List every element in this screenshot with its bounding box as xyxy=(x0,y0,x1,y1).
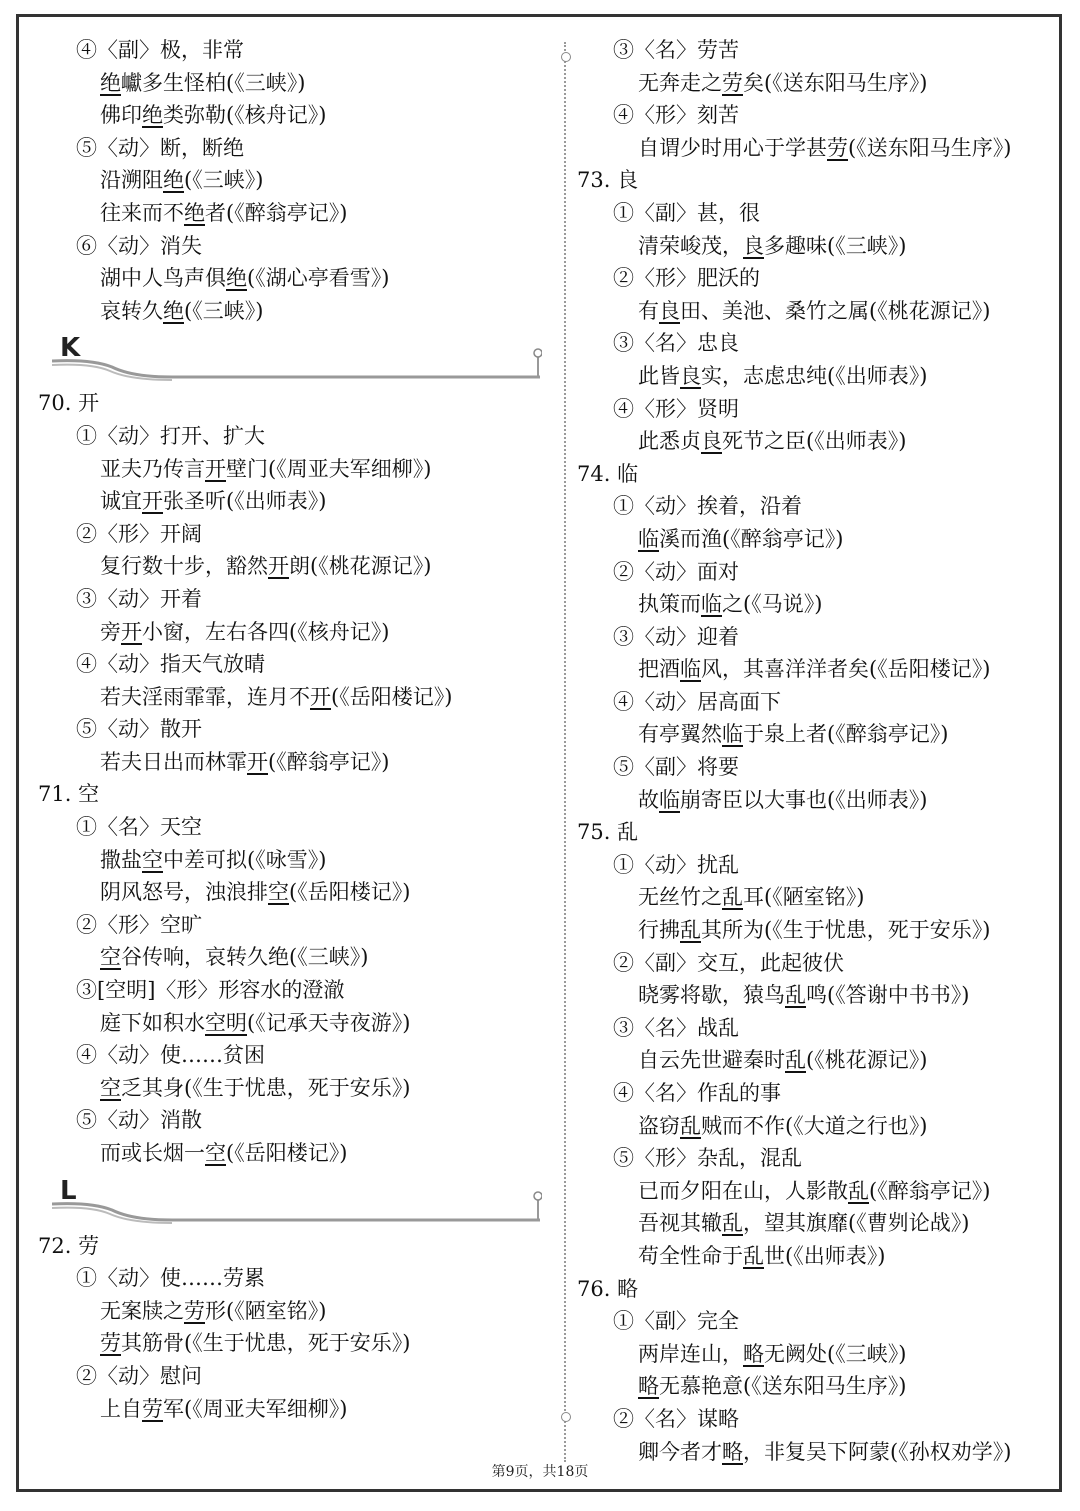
example-text-before: 吾视其辙 xyxy=(638,1211,722,1236)
example-keyword: 乱 xyxy=(848,1178,869,1203)
example-keyword: 良 xyxy=(701,429,722,454)
example-text-after: 其所为(《生于忧患，死于安乐》) xyxy=(701,918,991,943)
example-sentence xyxy=(38,295,538,328)
headword-title: 72. 劳 xyxy=(38,1233,100,1258)
example-text-after: 实，志虑忠纯(《出师表》) xyxy=(701,363,928,388)
example-keyword: 劳 xyxy=(184,1298,205,1323)
example-sentence xyxy=(563,1240,1058,1273)
example-sentence xyxy=(563,67,1058,100)
example-text-before: 已而夕阳在山，人影散 xyxy=(638,1178,848,1203)
example-keyword: 空 xyxy=(268,880,289,905)
example-text-after: 于泉上者(《醉翁亭记》) xyxy=(743,722,949,747)
example-text-before: 无案牍之 xyxy=(100,1298,184,1323)
example-sentence xyxy=(563,718,1058,751)
example-keyword: 临 xyxy=(638,526,659,551)
sense-definition: ③〈名〉战乱 xyxy=(613,1015,739,1040)
section-letter-l: L xyxy=(60,1175,77,1206)
example-sentence xyxy=(38,1295,538,1328)
example-text-after: 崩寄臣以大事也(《出师表》) xyxy=(680,787,928,812)
sense-definition: ①〈副〉甚，很 xyxy=(613,200,760,225)
section-banner-k xyxy=(38,333,538,381)
example-text-before: 阴风怒号，浊浪排 xyxy=(100,880,268,905)
example-sentence xyxy=(563,360,1058,393)
example-keyword: 开 xyxy=(310,684,331,709)
example-text-after: 溪而渔(《醉翁亭记》) xyxy=(659,526,844,551)
sense-definition: ②〈副〉交互，此起彼伏 xyxy=(613,950,844,975)
example-text-before: 此悉贞 xyxy=(638,429,701,454)
example-keyword: 乱 xyxy=(785,983,806,1008)
example-text-before: 卿今者才 xyxy=(638,1439,722,1464)
example-text-after: 无阙处(《三峡》) xyxy=(764,1341,907,1366)
left-column xyxy=(38,34,538,1425)
sense-definition: ④〈形〉刻苦 xyxy=(613,103,739,128)
page-footer: 第9页，共18页 xyxy=(491,1464,589,1480)
sense-definition: ⑤〈形〉杂乱，混乱 xyxy=(613,1146,802,1171)
example-text-after: (《岳阳楼记》) xyxy=(226,1141,348,1165)
sense-definition: ⑤〈副〉将要 xyxy=(613,755,739,780)
example-keyword: 略 xyxy=(722,1439,743,1464)
section-letter-k: K xyxy=(60,333,81,364)
example-text-before: 旁 xyxy=(100,619,121,644)
sense-definition: ②〈动〉慰问 xyxy=(76,1363,202,1388)
example-sentence xyxy=(38,67,538,100)
sense-definition: ②〈形〉开阔 xyxy=(76,521,202,546)
example-text-after: 田、美池、桑竹之属(《桃花源记》) xyxy=(680,298,991,323)
example-keyword: 绝 xyxy=(100,70,121,95)
example-text-after: (《醉翁亭记》) xyxy=(268,749,390,774)
example-text-after: 中差可拟(《咏雪》) xyxy=(163,847,327,872)
sense-definition: ②〈名〉谋略 xyxy=(613,1406,739,1431)
sense-definition: ③[空明]〈形〉形容水的澄澈 xyxy=(76,978,345,1003)
example-text-after: 巘多生怪柏(《三峡》) xyxy=(121,70,306,95)
example-keyword: 临 xyxy=(659,787,680,812)
sense-definition: ③〈名〉劳苦 xyxy=(613,38,739,62)
sense-definition: ③〈名〉忠良 xyxy=(613,331,739,356)
sense-definition: ④〈名〉作乱的事 xyxy=(613,1081,781,1105)
example-keyword: 绝 xyxy=(226,266,247,291)
example-keyword: 空 xyxy=(100,1075,121,1100)
example-sentence xyxy=(563,230,1058,263)
sense-definition: ⑤〈动〉消散 xyxy=(76,1108,202,1133)
example-keyword: 空明 xyxy=(205,1010,247,1035)
example-keyword: 乱 xyxy=(680,918,701,943)
sense-definition: ④〈动〉使……贫困 xyxy=(76,1043,265,1068)
sense-definition: ①〈动〉使……劳累 xyxy=(76,1266,265,1291)
headword-title: 70. 开 xyxy=(38,391,100,416)
example-text-after: 其筋骨(《生于忧患，死于安乐》) xyxy=(121,1331,411,1356)
example-text-before: 把酒 xyxy=(638,657,680,682)
example-text-before: 上自 xyxy=(100,1396,142,1421)
example-keyword: 开 xyxy=(142,489,163,514)
example-keyword: 绝 xyxy=(184,200,205,225)
example-keyword: 乱 xyxy=(743,1243,764,1268)
example-text-after: (《送东阳马生序》) xyxy=(848,135,1012,160)
example-text-after: (《桃花源记》) xyxy=(806,1048,928,1073)
example-keyword: 空 xyxy=(205,1141,226,1165)
example-keyword: 良 xyxy=(659,298,680,323)
example-text-before: 湖中人鸟声俱 xyxy=(100,266,226,291)
example-keyword: 良 xyxy=(680,363,701,388)
example-text-after: (《记承天寺夜游》) xyxy=(247,1010,411,1035)
headword-title: 74. 临 xyxy=(577,461,639,486)
example-text-before: 诚宜 xyxy=(100,489,142,514)
example-keyword: 乱 xyxy=(785,1048,806,1073)
sense-definition: ④〈形〉贤明 xyxy=(613,396,739,421)
example-sentence xyxy=(38,941,538,974)
sense-definition: ④〈动〉居高面下 xyxy=(613,689,781,714)
example-keyword: 临 xyxy=(701,592,722,617)
example-text-after: 谷传响，哀转久绝(《三峡》) xyxy=(121,945,369,970)
example-keyword: 乱 xyxy=(680,1113,701,1138)
example-sentence xyxy=(38,681,538,714)
example-text-after: ，非复吴下阿蒙(《孙权劝学》) xyxy=(743,1439,1012,1464)
example-text-after: (《三峡》) xyxy=(184,168,264,193)
example-text-after: 朗(《桃花源记》) xyxy=(289,554,432,579)
sense-definition: ①〈动〉扰乱 xyxy=(613,852,739,877)
example-text-before: 行拂 xyxy=(638,918,680,943)
example-text-after: ，望其旗靡(《曹刿论战》) xyxy=(743,1211,970,1236)
example-sentence xyxy=(38,1393,538,1426)
example-sentence xyxy=(38,262,538,295)
example-text-after: 矣(《送东阳马生序》) xyxy=(743,70,928,95)
example-keyword: 乱 xyxy=(722,1211,743,1236)
sense-definition: ③〈动〉迎着 xyxy=(613,624,739,649)
example-sentence xyxy=(563,425,1058,458)
example-sentence xyxy=(563,881,1058,914)
example-text-before: 撒盐 xyxy=(100,847,142,872)
example-sentence xyxy=(38,485,538,518)
example-text-after: (《醉翁亭记》) xyxy=(869,1178,991,1203)
left-mid-entries xyxy=(38,387,538,1169)
example-text-after: 乏其身(《生于忧患，死于安乐》) xyxy=(121,1075,411,1100)
example-text-before: 沿溯阻 xyxy=(100,168,163,193)
example-text-before: 若夫淫雨霏霏，连月不 xyxy=(100,684,310,709)
example-text-after: 贼而不作(《大道之行也》) xyxy=(701,1113,928,1138)
sense-definition: ⑤〈动〉散开 xyxy=(76,717,202,742)
example-text-before: 往来而不 xyxy=(100,200,184,225)
example-text-after: (《湖心亭看雪》) xyxy=(247,266,390,291)
example-text-before: 盗窃 xyxy=(638,1113,680,1138)
example-keyword: 略 xyxy=(743,1341,764,1366)
example-text-before: 无奔走之 xyxy=(638,70,722,95)
example-text-after: 鸣(《答谢中书书》) xyxy=(806,983,970,1008)
example-text-before: 自云先世避秦时 xyxy=(638,1048,785,1073)
example-sentence xyxy=(38,844,538,877)
example-text-before: 佛印 xyxy=(100,103,142,128)
example-keyword: 开 xyxy=(247,749,268,774)
sense-definition: ②〈形〉肥沃的 xyxy=(613,266,760,291)
example-text-after: 类弥勒(《核舟记》) xyxy=(163,103,327,128)
example-sentence xyxy=(38,876,538,909)
banner-swoosh-icon xyxy=(52,1190,542,1224)
example-text-before: 而或长烟一 xyxy=(100,1141,205,1165)
example-keyword: 开 xyxy=(268,554,289,579)
example-text-after: 风，其喜洋洋者矣(《岳阳楼记》) xyxy=(701,657,991,682)
headword-title: 71. 空 xyxy=(38,782,100,807)
example-keyword: 空 xyxy=(100,945,121,970)
example-sentence xyxy=(563,1207,1058,1240)
example-text-after: 之(《马说》) xyxy=(722,592,823,617)
left-top-entries xyxy=(38,34,538,327)
example-sentence xyxy=(38,1007,538,1040)
example-keyword: 绝 xyxy=(163,168,184,193)
example-text-after: 者(《醉翁亭记》) xyxy=(205,200,348,225)
example-sentence xyxy=(38,550,538,583)
example-sentence xyxy=(38,746,538,779)
sense-definition: ①〈动〉挨着，沿着 xyxy=(613,494,802,519)
example-keyword: 劳 xyxy=(722,70,743,95)
example-sentence xyxy=(563,1110,1058,1143)
example-keyword: 劳 xyxy=(827,135,848,160)
example-sentence xyxy=(563,653,1058,686)
example-sentence xyxy=(38,1137,538,1170)
sense-definition: ②〈动〉面对 xyxy=(613,559,739,584)
example-text-before: 晓雾将歇，猿鸟 xyxy=(638,983,785,1008)
example-keyword: 劳 xyxy=(100,1331,121,1356)
example-sentence xyxy=(563,1370,1058,1403)
example-sentence xyxy=(38,616,538,649)
example-sentence xyxy=(563,979,1058,1012)
example-text-after: 军(《周亚夫军细柳》) xyxy=(163,1396,348,1421)
example-sentence xyxy=(38,1327,538,1360)
example-sentence xyxy=(563,1044,1058,1077)
example-text-before: 有亭翼然 xyxy=(638,722,722,747)
example-text-before: 清荣峻茂， xyxy=(638,233,743,258)
example-text-before: 故 xyxy=(638,787,659,812)
right-entries xyxy=(563,34,1058,1468)
example-keyword: 开 xyxy=(205,456,226,481)
example-text-before: 无丝竹之 xyxy=(638,885,722,910)
example-text-after: 死节之臣(《出师表》) xyxy=(722,429,907,454)
example-keyword: 劳 xyxy=(142,1396,163,1421)
sense-definition: ①〈名〉天空 xyxy=(76,815,202,840)
example-keyword: 绝 xyxy=(142,103,163,128)
example-text-before: 哀转久 xyxy=(100,298,163,323)
headword-title: 76. 略 xyxy=(577,1276,639,1301)
example-sentence xyxy=(563,784,1058,817)
example-text-before: 亚夫乃传言 xyxy=(100,456,205,481)
example-sentence xyxy=(38,197,538,230)
example-sentence xyxy=(563,132,1058,165)
example-text-before: 复行数十步，豁然 xyxy=(100,554,268,579)
example-text-after: 无慕艳意(《送东阳马生序》) xyxy=(659,1374,907,1399)
sense-definition: ⑤〈动〉断，断绝 xyxy=(76,135,244,160)
section-banner-l xyxy=(38,1176,538,1224)
example-text-after: 耳(《陋室铭》) xyxy=(743,885,865,910)
example-sentence xyxy=(38,164,538,197)
example-keyword: 临 xyxy=(722,722,743,747)
example-text-after: 世(《出师表》) xyxy=(764,1243,886,1268)
left-bottom-entries xyxy=(38,1230,538,1426)
example-sentence xyxy=(563,1338,1058,1371)
example-text-after: 壁门(《周亚夫军细柳》) xyxy=(226,456,432,481)
example-keyword: 空 xyxy=(142,847,163,872)
sense-definition: ⑥〈动〉消失 xyxy=(76,233,202,258)
sense-definition: ④〈动〉指天气放晴 xyxy=(76,652,265,677)
example-sentence xyxy=(563,914,1058,947)
example-text-before: 有 xyxy=(638,298,659,323)
example-text-before: 执策而 xyxy=(638,592,701,617)
sense-definition: ④〈副〉极，非常 xyxy=(76,38,244,62)
sense-definition: ①〈副〉完全 xyxy=(613,1309,739,1334)
example-keyword: 临 xyxy=(680,657,701,682)
example-sentence xyxy=(563,523,1058,556)
example-text-after: (《岳阳楼记》) xyxy=(331,684,453,709)
example-text-after: 形(《陋室铭》) xyxy=(205,1298,327,1323)
sense-definition: ③〈动〉开着 xyxy=(76,586,202,611)
example-keyword: 开 xyxy=(121,619,142,644)
example-keyword: 略 xyxy=(638,1374,659,1399)
example-keyword: 乱 xyxy=(722,885,743,910)
example-keyword: 良 xyxy=(743,233,764,258)
example-text-before: 庭下如积水 xyxy=(100,1010,205,1035)
headword-title: 75. 乱 xyxy=(577,820,639,845)
example-text-after: 多趣味(《三峡》) xyxy=(764,233,907,258)
example-text-after: (《岳阳楼记》) xyxy=(289,880,411,905)
sense-definition: ②〈形〉空旷 xyxy=(76,912,202,937)
example-text-after: 小窗，左右各四(《核舟记》) xyxy=(142,619,390,644)
example-sentence xyxy=(563,1175,1058,1208)
example-sentence xyxy=(563,588,1058,621)
example-text-after: (《三峡》) xyxy=(184,298,264,323)
example-text-before: 苟全性命于 xyxy=(638,1243,743,1268)
example-keyword: 绝 xyxy=(163,298,184,323)
example-sentence xyxy=(38,1072,538,1105)
example-sentence xyxy=(563,295,1058,328)
example-text-after: 张圣听(《出师表》) xyxy=(163,489,327,514)
sense-definition: ①〈动〉打开、扩大 xyxy=(76,423,265,448)
example-text-before: 自谓少时用心于学甚 xyxy=(638,135,827,160)
example-text-before: 若夫日出而林霏 xyxy=(100,749,247,774)
example-text-before: 两岸连山， xyxy=(638,1341,743,1366)
banner-swoosh-icon xyxy=(52,347,542,381)
right-column xyxy=(563,34,1058,1468)
example-sentence xyxy=(38,99,538,132)
headword-title: 73. 良 xyxy=(577,168,639,193)
example-sentence xyxy=(38,453,538,486)
example-text-before: 此皆 xyxy=(638,363,680,388)
